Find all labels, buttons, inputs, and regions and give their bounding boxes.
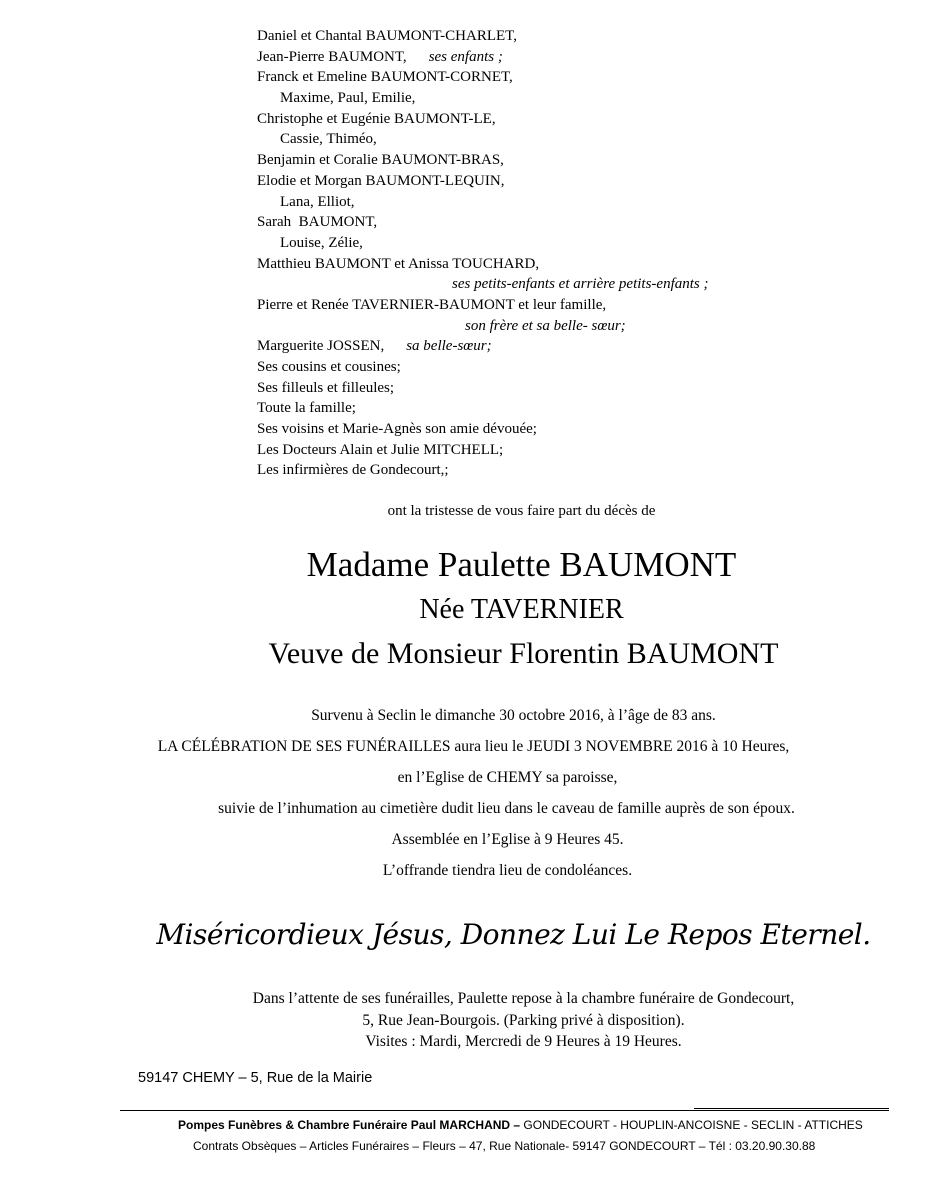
family-line: Louise, Zélie, — [280, 234, 363, 251]
prayer-line: Miséricordieux Jésus, Donnez Lui Le Repos Eternel. — [156, 918, 871, 951]
family-line: Christophe et Eugénie BAUMONT-LE, — [257, 110, 496, 127]
relation-label: ses petits-enfants et arrière petits-enfants ; — [452, 276, 709, 293]
footer-divider — [120, 1110, 889, 1111]
family-line: Ses cousins et cousines; — [257, 359, 401, 375]
family-line: Matthieu BAUMONT et Anissa TOUCHARD, — [257, 255, 540, 272]
relation-label: ses enfants ; — [428, 48, 503, 65]
family-address: 59147 CHEMY – 5, Rue de la Mairie — [138, 1070, 373, 1086]
family-line: Les infirmières de Gondecourt,; — [257, 462, 449, 479]
rest-line: 5, Rue Jean-Bourgois. (Parking privé à disposition). — [362, 1012, 685, 1029]
widow-of: Veuve de Monsieur Florentin BAUMONT — [268, 637, 779, 670]
family-name: Jean-Pierre BAUMONT, — [257, 48, 407, 65]
relation-label: son frère et sa belle- sœur; — [465, 317, 626, 334]
family-line — [257, 336, 709, 357]
family-line: Daniel et Chantal BAUMONT-CHARLET, — [257, 28, 517, 44]
family-list — [257, 26, 709, 481]
detail-burial: suivie de l’inhumation au cimetière dudit lieu dans le caveau de famille auprès de son époux. — [218, 800, 795, 817]
company-towns: GONDECOURT - HOUPLIN-ANCOISNE - SECLIN - ATTICHES — [520, 1118, 863, 1132]
company-name: Pompes Funèbres & Chambre Funéraire Paul MARCHAND – — [178, 1118, 521, 1132]
footer-contact: Contrats Obsèques – Articles Funéraires – Fleurs – 47, Rue Nationale- 59147 GONDECOURT – Tél : 03.20.90.30.88 — [193, 1139, 816, 1153]
family-line: Pierre et Renée TAVERNIER-BAUMONT et leur famille, — [257, 296, 607, 313]
footer-company — [178, 1118, 863, 1132]
family-line: Toute la famille; — [257, 400, 356, 417]
announcement-intro: ont la tristesse de vous faire part du décès de — [387, 503, 656, 519]
family-name: Marguerite JOSSEN, — [257, 338, 385, 355]
family-line: Les Docteurs Alain et Julie MITCHELL; — [257, 441, 504, 458]
deceased-name: Madame Paulette BAUMONT — [306, 545, 737, 584]
rest-line: Dans l’attente de ses funérailles, Paulette repose à la chambre funéraire de Gondecourt, — [252, 990, 795, 1007]
detail-assembly: Assemblée en l’Eglise à 9 Heures 45. — [391, 831, 624, 848]
relation-label: sa belle-sœur; — [406, 338, 492, 355]
family-line: Maxime, Paul, Emilie, — [280, 90, 416, 107]
rest-line: Visites : Mardi, Mercredi de 9 Heures à 19 Heures. — [365, 1033, 682, 1050]
footer-divider — [694, 1108, 889, 1109]
family-line: Ses voisins et Marie-Agnès son amie dévouée; — [257, 421, 537, 438]
family-line: Sarah BAUMONT, — [257, 214, 378, 231]
detail-offering: L’offrande tiendra lieu de condoléances. — [382, 862, 633, 879]
family-line: Cassie, Thiméo, — [280, 131, 377, 148]
family-line: Ses filleuls et filleules; — [257, 379, 395, 396]
family-line: Franck et Emeline BAUMONT-CORNET, — [257, 69, 513, 86]
family-line: Benjamin et Coralie BAUMONT-BRAS, — [257, 152, 504, 169]
family-line — [257, 47, 709, 68]
detail-church: en l’Eglise de CHEMY sa paroisse, — [397, 769, 618, 786]
family-line: Lana, Elliot, — [280, 193, 355, 210]
family-line: Elodie et Morgan BAUMONT-LEQUIN, — [257, 172, 505, 189]
detail-funeral: LA CÉLÉBRATION DE SES FUNÉRAILLES aura lieu le JEUDI 3 NOVEMBRE 2016 à 10 Heures, — [157, 738, 790, 755]
maiden-name: Née TAVERNIER — [419, 594, 624, 625]
detail-death: Survenu à Seclin le dimanche 30 octobre 2016, à l’âge de 83 ans. — [311, 707, 716, 724]
